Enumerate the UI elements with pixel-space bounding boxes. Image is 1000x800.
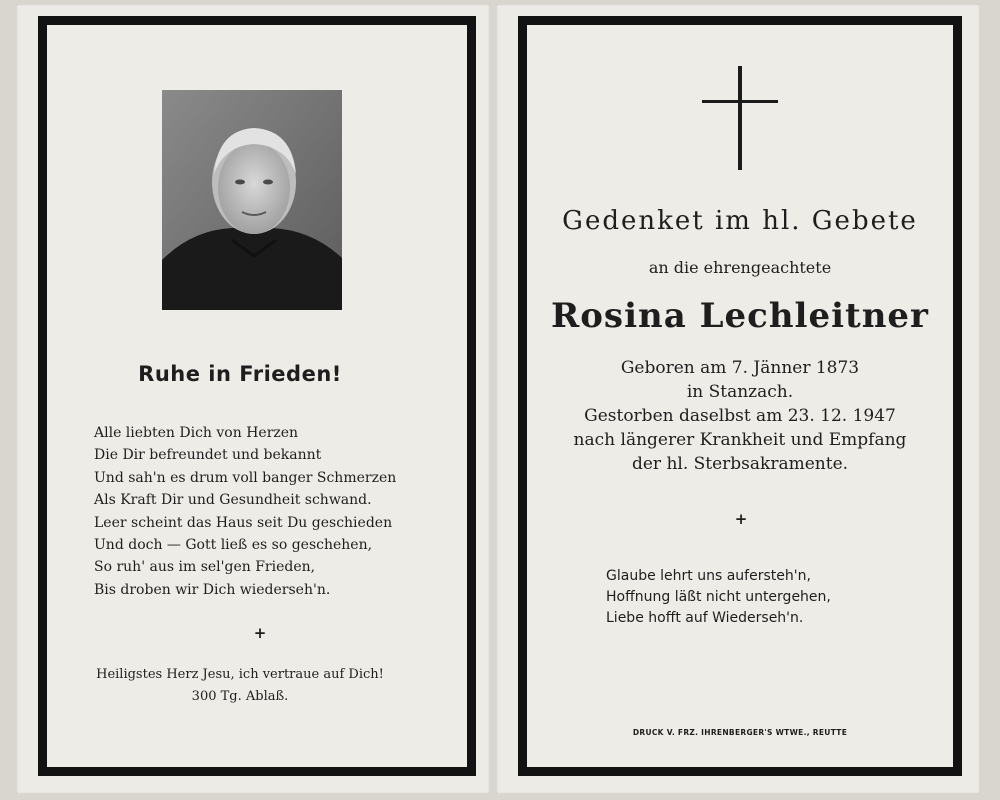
intro-line: an die ehrengeachtete: [648, 258, 832, 277]
poem-line: So ruh' aus im sel'gen Frieden,: [94, 559, 316, 576]
poem-line: Als Kraft Dir und Gesundheit schwand.: [94, 492, 372, 509]
bio-line: in Stanzach.: [686, 382, 794, 402]
bio-line: Gestorben daselbst am 23. 12. 1947: [584, 406, 896, 426]
indulgence-line: 300 Tg. Ablaß.: [191, 689, 289, 704]
prayer-block: [30, 664, 450, 708]
small-cross-icon: +: [253, 624, 267, 642]
poem-line: Alle liebten Dich von Herzen: [94, 425, 299, 441]
bio-line: Geboren am 7. Jänner 1873: [620, 358, 860, 378]
faith-line: Hoffnung läßt nicht untergehen,: [606, 589, 831, 605]
memorial-poem: [94, 422, 454, 601]
poem-line: Und doch — Gott ließ es so geschehen,: [94, 537, 373, 554]
bio-line: nach längerer Krankheit und Empfang: [573, 430, 907, 450]
remembrance-heading: Gedenket im hl. Gebete: [562, 206, 918, 236]
poem-line: Die Dir befreundet und bekannt: [94, 447, 322, 464]
deceased-name: Rosina Lechleitner: [551, 296, 929, 336]
faith-line: Liebe hofft auf Wiederseh'n.: [606, 610, 804, 626]
portrait-photo: [162, 90, 342, 310]
small-cross-icon: +: [734, 510, 748, 528]
poem-line: Leer scheint das Haus seit Du geschieden: [94, 514, 393, 531]
poem-line: Bis droben wir Dich wiederseh'n.: [94, 581, 331, 598]
faith-line: Glaube lehrt uns aufersteh'n,: [606, 568, 811, 584]
biography: [530, 356, 950, 476]
faith-verse: [606, 566, 936, 629]
poem-line: Und sah'n es drum voll banger Schmerzen: [94, 469, 397, 486]
large-cross-icon: [700, 66, 780, 170]
prayer-line: Heiligstes Herz Jesu, ich vertraue auf Dich!: [96, 667, 384, 682]
printer-imprint: DRUCK V. FRZ. IHRENBERGER'S WTWE., REUTTE: [632, 728, 848, 737]
rest-in-peace-heading: Ruhe in Frieden!: [138, 362, 342, 386]
bio-line: der hl. Sterbsakramente.: [631, 454, 849, 474]
